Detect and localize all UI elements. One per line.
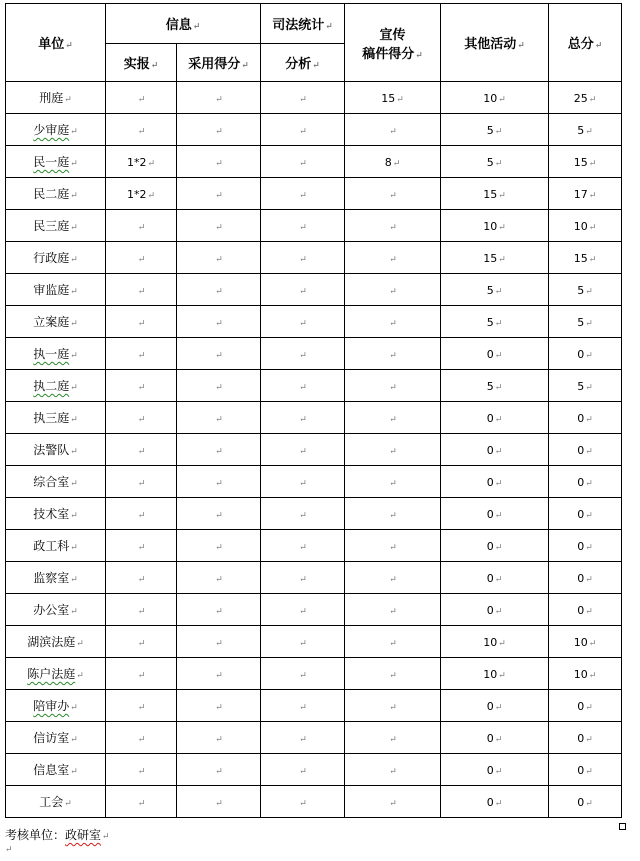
cell-adopt: ↵ (177, 530, 261, 562)
cell-other: 5↵ (441, 370, 549, 402)
table-row (6, 786, 622, 818)
cell-unit: 立案庭↵ (6, 306, 106, 338)
cell-unit: 执一庭↵ (6, 338, 106, 370)
cell-report: ↵ (106, 370, 177, 402)
cell-other: 15↵ (441, 178, 549, 210)
cell-total: 0↵ (549, 498, 622, 530)
cell-judicial: ↵ (261, 466, 345, 498)
cell-report: ↵ (106, 722, 177, 754)
cell-total: 17↵ (549, 178, 622, 210)
cell-report: ↵ (106, 530, 177, 562)
table-row (6, 754, 622, 786)
cell-total: 15↵ (549, 242, 622, 274)
cell-other: 0↵ (441, 338, 549, 370)
cell-adopt: ↵ (177, 146, 261, 178)
cell-unit: 民一庭↵ (6, 146, 106, 178)
table-resize-handle[interactable] (619, 823, 626, 830)
cell-judicial: ↵ (261, 114, 345, 146)
cell-adopt: ↵ (177, 338, 261, 370)
cell-unit: 少审庭↵ (6, 114, 106, 146)
document-page (5, 3, 622, 818)
cell-report: 1*2↵ (106, 178, 177, 210)
cell-report: ↵ (106, 402, 177, 434)
cell-other: 0↵ (441, 594, 549, 626)
cell-other: 5↵ (441, 114, 549, 146)
cell-report: ↵ (106, 274, 177, 306)
cell-total: 25↵ (549, 82, 622, 114)
table-row (6, 466, 622, 498)
cell-judicial: ↵ (261, 530, 345, 562)
cell-adopt: ↵ (177, 786, 261, 818)
cell-unit: 法警队↵ (6, 434, 106, 466)
cell-publicity: ↵ (345, 274, 441, 306)
cell-total: 0↵ (549, 562, 622, 594)
cell-other: 10↵ (441, 658, 549, 690)
cell-report: ↵ (106, 466, 177, 498)
cell-adopt: ↵ (177, 658, 261, 690)
cell-report: ↵ (106, 498, 177, 530)
cell-report: ↵ (106, 594, 177, 626)
cell-total: 0↵ (549, 530, 622, 562)
cell-unit: 信访室↵ (6, 722, 106, 754)
cell-report: 1*2↵ (106, 146, 177, 178)
cell-publicity: ↵ (345, 370, 441, 402)
cell-unit: 民二庭↵ (6, 178, 106, 210)
footer-value: 政研室 (65, 828, 102, 842)
cell-adopt: ↵ (177, 722, 261, 754)
cell-other: 5↵ (441, 274, 549, 306)
table-row (6, 434, 622, 466)
cell-unit: 政工科↵ (6, 530, 106, 562)
cell-judicial: ↵ (261, 434, 345, 466)
table-row (6, 530, 622, 562)
cell-other: 0↵ (441, 402, 549, 434)
table-row (6, 146, 622, 178)
cell-other: 5↵ (441, 306, 549, 338)
cell-other: 0↵ (441, 562, 549, 594)
cell-report: ↵ (106, 114, 177, 146)
cell-adopt: ↵ (177, 498, 261, 530)
cell-judicial: ↵ (261, 210, 345, 242)
cell-report: ↵ (106, 626, 177, 658)
cell-other: 10↵ (441, 626, 549, 658)
table-row (6, 690, 622, 722)
cell-total: 0↵ (549, 466, 622, 498)
cell-report: ↵ (106, 562, 177, 594)
cell-adopt: ↵ (177, 242, 261, 274)
cell-judicial: ↵ (261, 626, 345, 658)
cell-judicial: ↵ (261, 786, 345, 818)
cell-report: ↵ (106, 786, 177, 818)
cell-other: 0↵ (441, 530, 549, 562)
cell-publicity: ↵ (345, 658, 441, 690)
table-row (6, 658, 622, 690)
cell-other: 15↵ (441, 242, 549, 274)
cell-other: 0↵ (441, 754, 549, 786)
cell-total: 0↵ (549, 594, 622, 626)
header-report: 实报↵ (106, 44, 177, 82)
table-row (6, 242, 622, 274)
cell-other: 0↵ (441, 786, 549, 818)
cell-unit: 综合室↵ (6, 466, 106, 498)
cell-unit: 湖滨法庭↵ (6, 626, 106, 658)
cell-judicial: ↵ (261, 82, 345, 114)
cell-unit: 刑庭↵ (6, 82, 106, 114)
cell-publicity: ↵ (345, 690, 441, 722)
cell-judicial: ↵ (261, 658, 345, 690)
cell-other: 0↵ (441, 466, 549, 498)
cell-other: 0↵ (441, 498, 549, 530)
cell-judicial: ↵ (261, 562, 345, 594)
cell-unit: 审监庭↵ (6, 274, 106, 306)
cell-publicity: ↵ (345, 210, 441, 242)
cell-report: ↵ (106, 338, 177, 370)
cell-publicity: ↵ (345, 306, 441, 338)
cell-adopt: ↵ (177, 114, 261, 146)
cell-publicity: ↵ (345, 498, 441, 530)
cell-report: ↵ (106, 754, 177, 786)
cell-publicity: ↵ (345, 434, 441, 466)
cell-total: 0↵ (549, 434, 622, 466)
header-total: 总分↵ (549, 4, 622, 82)
cell-publicity: ↵ (345, 242, 441, 274)
cell-report: ↵ (106, 434, 177, 466)
cell-adopt: ↵ (177, 402, 261, 434)
cell-report: ↵ (106, 82, 177, 114)
cell-unit: 信息室↵ (6, 754, 106, 786)
cell-adopt: ↵ (177, 82, 261, 114)
cell-judicial: ↵ (261, 594, 345, 626)
table-row (6, 402, 622, 434)
cell-unit: 工会↵ (6, 786, 106, 818)
table-row (6, 114, 622, 146)
cell-judicial: ↵ (261, 402, 345, 434)
header-info: 信息↵ (106, 4, 261, 44)
cell-total: 15↵ (549, 146, 622, 178)
cell-unit: 执二庭↵ (6, 370, 106, 402)
table-row (6, 594, 622, 626)
cell-total: 5↵ (549, 274, 622, 306)
cell-unit: 陪审办↵ (6, 690, 106, 722)
table-row (6, 82, 622, 114)
cell-other: 0↵ (441, 690, 549, 722)
cell-publicity: ↵ (345, 338, 441, 370)
footer-line: 考核单位：政研室↵ (5, 828, 110, 842)
cell-other: 0↵ (441, 722, 549, 754)
header-publicity: 宣传 稿件得分↵ (345, 4, 441, 82)
cell-total: 0↵ (549, 754, 622, 786)
cell-total: 5↵ (549, 114, 622, 146)
cell-publicity: ↵ (345, 626, 441, 658)
table-row (6, 722, 622, 754)
cell-adopt: ↵ (177, 178, 261, 210)
header-adopt: 采用得分↵ (177, 44, 261, 82)
table-row (6, 626, 622, 658)
header-unit: 单位↵ (6, 4, 106, 82)
cell-total: 0↵ (549, 338, 622, 370)
cell-judicial: ↵ (261, 306, 345, 338)
cell-publicity: ↵ (345, 786, 441, 818)
cell-publicity: 15↵ (345, 82, 441, 114)
header-other-activities: 其他活动↵ (441, 4, 549, 82)
cell-total: 10↵ (549, 210, 622, 242)
cell-judicial: ↵ (261, 146, 345, 178)
table-row (6, 338, 622, 370)
cell-report: ↵ (106, 210, 177, 242)
cell-adopt: ↵ (177, 594, 261, 626)
cell-total: 0↵ (549, 402, 622, 434)
cell-report: ↵ (106, 242, 177, 274)
cell-judicial: ↵ (261, 178, 345, 210)
cell-total: 5↵ (549, 370, 622, 402)
table-row (6, 306, 622, 338)
cell-total: 10↵ (549, 658, 622, 690)
cell-other: 10↵ (441, 210, 549, 242)
score-table (5, 3, 622, 818)
cell-report: ↵ (106, 306, 177, 338)
cell-total: 5↵ (549, 306, 622, 338)
cell-judicial: ↵ (261, 690, 345, 722)
cell-total: 10↵ (549, 626, 622, 658)
cell-total: 0↵ (549, 786, 622, 818)
cell-adopt: ↵ (177, 370, 261, 402)
cell-report: ↵ (106, 658, 177, 690)
header-judicial-bottom: 分析↵ (261, 44, 345, 82)
cell-judicial: ↵ (261, 754, 345, 786)
header-row-top (6, 4, 622, 44)
table-row (6, 210, 622, 242)
cell-other: 10↵ (441, 82, 549, 114)
cell-publicity: 8↵ (345, 146, 441, 178)
cell-publicity: ↵ (345, 178, 441, 210)
cell-judicial: ↵ (261, 274, 345, 306)
table-row (6, 178, 622, 210)
cell-unit: 执三庭↵ (6, 402, 106, 434)
cell-other: 5↵ (441, 146, 549, 178)
footer-label: 考核单位： (5, 828, 66, 842)
cell-total: 0↵ (549, 722, 622, 754)
cell-adopt: ↵ (177, 306, 261, 338)
cell-adopt: ↵ (177, 754, 261, 786)
table-row (6, 562, 622, 594)
cell-other: 0↵ (441, 434, 549, 466)
cell-unit: 陈户法庭↵ (6, 658, 106, 690)
cell-publicity: ↵ (345, 466, 441, 498)
cell-unit: 办公室↵ (6, 594, 106, 626)
table-body (6, 82, 622, 818)
cell-total: 0↵ (549, 690, 622, 722)
cell-unit: 行政庭↵ (6, 242, 106, 274)
table-row (6, 370, 622, 402)
cell-adopt: ↵ (177, 466, 261, 498)
cell-report: ↵ (106, 690, 177, 722)
cell-judicial: ↵ (261, 722, 345, 754)
cell-judicial: ↵ (261, 498, 345, 530)
cell-publicity: ↵ (345, 754, 441, 786)
cell-unit: 技术室↵ (6, 498, 106, 530)
cell-judicial: ↵ (261, 338, 345, 370)
cell-adopt: ↵ (177, 562, 261, 594)
cell-publicity: ↵ (345, 402, 441, 434)
cell-judicial: ↵ (261, 370, 345, 402)
cell-publicity: ↵ (345, 530, 441, 562)
cell-adopt: ↵ (177, 210, 261, 242)
cell-adopt: ↵ (177, 434, 261, 466)
cell-adopt: ↵ (177, 626, 261, 658)
cell-adopt: ↵ (177, 274, 261, 306)
cell-unit: 监察室↵ (6, 562, 106, 594)
cell-publicity: ↵ (345, 722, 441, 754)
table-row (6, 274, 622, 306)
paragraph-mark: ↵ (5, 845, 13, 855)
cell-publicity: ↵ (345, 594, 441, 626)
cell-unit: 民三庭↵ (6, 210, 106, 242)
cell-adopt: ↵ (177, 690, 261, 722)
cell-publicity: ↵ (345, 562, 441, 594)
header-judicial-top: 司法统计↵ (261, 4, 345, 44)
cell-judicial: ↵ (261, 242, 345, 274)
table-row (6, 498, 622, 530)
cell-publicity: ↵ (345, 114, 441, 146)
